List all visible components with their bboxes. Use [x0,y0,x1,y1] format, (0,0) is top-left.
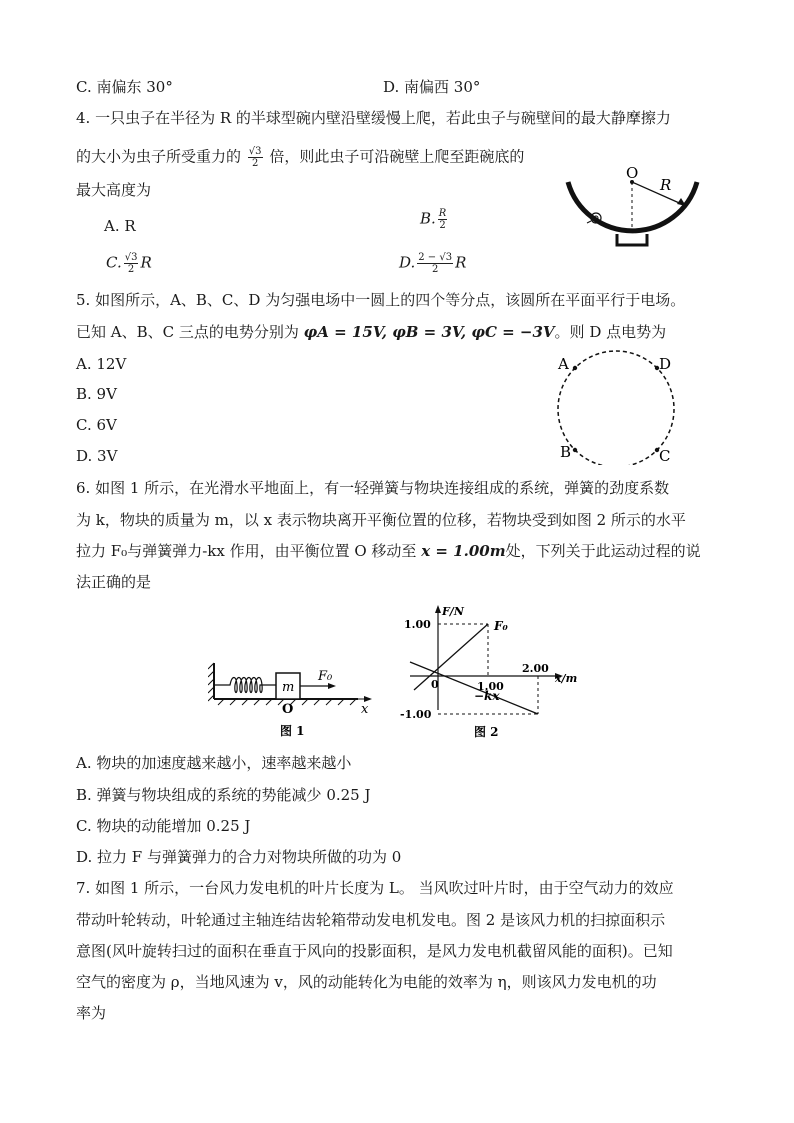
q7-line4: 空气的密度为 ρ，当地风速为 v，风的动能转化为电能的效率为 η，则该风力发电机的功 [76,973,657,991]
q4-option-c [106,252,152,275]
label-d: D [659,355,672,373]
fig1-caption: 图 1 [280,724,305,738]
q6-line3-pre: 拉力 F₀与弹簧弹力-kx 作用，由平衡位置 O 移动至 [76,542,417,560]
kx-label: −kx [474,689,500,703]
point-b [573,448,577,452]
x-tick-2: 2.00 [522,662,549,675]
q6-option-c: C. 物块的动能增加 0.25 J [76,817,251,835]
origin-label: O [282,702,294,717]
q4-option-a: A. R [104,217,136,235]
circle-figure [548,345,688,465]
option-c-prev: C. 南偏东 30° [76,78,173,96]
q7-line1: 7. 如图 1 所示，一台风力发电机的叶片长度为 L。 当风吹过叶片时，由于空气动力的效应 [76,879,674,897]
label-b: B [560,443,572,461]
q4-line2 [76,146,524,169]
q4-option-d-label: D. [399,253,416,272]
q4-fraction-den: 2 [251,158,259,169]
q4-option-c-label: C. [106,253,122,272]
option-d-prev: D. 南偏西 30° [383,78,481,96]
bowl-label-o: O [626,164,639,182]
q7-line2: 带动叶轮转动，叶轮通过主轴连结齿轮箱带动发电机发电。图 2 是该风力机的扫掠面积示 [76,911,666,929]
q6-line2: 为 k，物块的质量为 m，以 x 表示物块离开平衡位置的位移，若物块受到如图 2 所示的水平 [76,511,686,529]
q6-line1: 6. 如图 1 所示，在光滑水平地面上，有一轻弹簧与物块连接组成的系统，弹簧的劲度系数 [76,479,670,497]
q5-option-d: D. 3V [76,447,118,465]
q4-line2-post: 倍，则此虫子可沿碗壁上爬至距碗底的 [269,147,525,166]
q4-option-b-den: 2 [439,220,446,231]
x-tick-1: 1.00 [477,680,504,693]
q4-option-c-num: √3 [124,252,138,263]
q6-option-a: A. 物块的加速度越来越小，速率越来越小 [76,754,352,772]
y-axis-label: F/N [442,605,464,618]
origin-label: 0 [431,678,439,691]
q5-line2 [76,322,666,342]
bowl-figure [560,160,710,255]
y-tick-bottom: -1.00 [400,708,432,721]
kx-line [410,662,538,714]
q4-option-b [420,208,449,231]
q4-option-d-den: 2 [432,264,439,275]
spring [214,678,276,693]
radius-line [632,182,686,206]
x-axis-label: x/m [555,672,578,685]
q5-option-c: C. 6V [76,416,117,434]
q4-option-d-num: 2 − √3 [418,252,453,263]
q4-line3: 最大高度为 [76,181,152,199]
q6-line3-math: x = 1.00m [421,542,506,560]
q5-option-a: A. 12V [76,355,127,373]
q6-line3 [76,541,701,561]
q5-option-b: B. 9V [76,385,117,403]
force-label: F₀ [318,669,333,684]
q6-option-d: D. 拉力 F 与弹簧弹力的合力对物块所做的功为 0 [76,848,402,866]
q4-line2-pre: 的大小为虫子所受重力的 [76,147,242,166]
q4-line1: 4. 一只虫子在半径为 R 的半球型碗内壁沿壁缓慢上爬，若此虫子与碗壁间的最大静摩擦力 [76,109,671,127]
x-axis-label: x [361,702,369,717]
bowl-label-r: R [660,176,672,194]
force-graph-figure [398,600,588,742]
q4-option-c-den: 2 [127,264,135,275]
q4-option-d-tail: R [455,253,467,272]
q5-line2-pre: 已知 A、B、C 三点的电势分别为 [76,323,299,341]
y-tick-top: 1.00 [404,618,431,631]
y-axis-arrow [435,605,441,613]
f0-label: F₀ [494,619,508,633]
label-c: C [659,447,671,465]
q6-line4: 法正确的是 [76,573,152,591]
q6-option-b: B. 弹簧与物块组成的系统的势能减少 0.25 J [76,786,371,804]
block-mass-label: m [282,680,295,695]
q7-line3: 意图(风叶旋转扫过的面积在垂直于风向的投影面积，是风力发电机截留风能的面积)。已知 [76,942,673,960]
q6-line3-post: 处，下列关于此运动过程的说 [505,542,701,560]
q5-line2-post: 。则 D 点电势为 [554,323,667,341]
q4-option-d [399,252,466,275]
q4-fraction-num: √3 [248,146,262,157]
q4-fraction [248,146,263,169]
q5-line2-math: φA = 15V, φB = 3V, φC = −3V [303,323,555,341]
fig2-caption: 图 2 [474,725,499,739]
q5-line1: 5. 如图所示，A、B、C、D 为匀强电场中一圆上的四个等分点，该圆所在平面平行于电场。 [76,291,686,309]
q4-option-b-num: R [438,208,447,219]
q7-line5: 率为 [76,1004,107,1022]
spring-block-figure [208,655,378,740]
label-a: A [558,355,569,373]
bowl-base [617,234,647,245]
q4-option-b-label: B. [420,209,436,228]
point-a [573,366,577,370]
q4-option-c-tail: R [140,253,152,272]
